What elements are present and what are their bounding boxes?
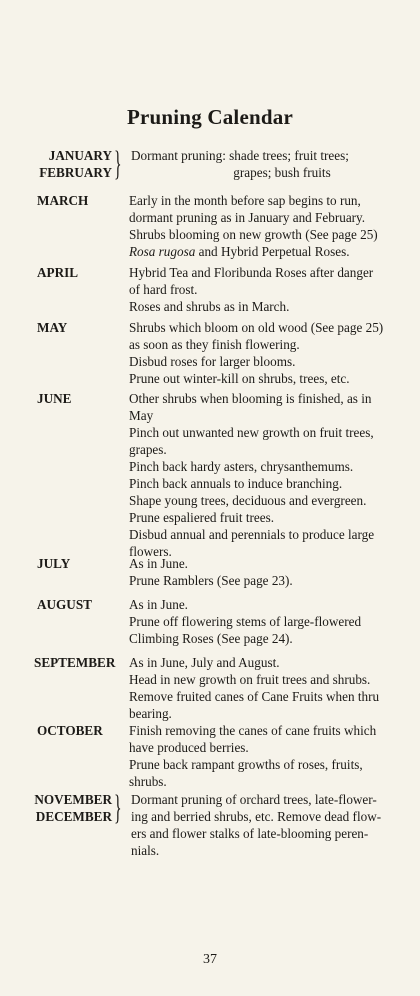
desc-line: May bbox=[129, 408, 154, 423]
desc-line: Dormant pruning: shade trees; fruit trees; bbox=[131, 148, 349, 163]
desc-line: Pinch back annuals to induce branching. bbox=[129, 476, 343, 491]
desc-line: Head in new growth on fruit trees and shrubs. bbox=[129, 672, 371, 687]
desc-text: and Hybrid Perpetual Roses. bbox=[195, 244, 350, 259]
desc-line: Climbing Roses (See page 24). bbox=[129, 631, 293, 646]
italic-species: Rosa rugosa bbox=[129, 244, 196, 259]
month-september: SEPTEMBER bbox=[34, 655, 116, 670]
desc-line: flowers. bbox=[129, 544, 172, 559]
desc-line: Other shrubs when blooming is finished, as in bbox=[129, 391, 372, 406]
desc-line: Prune Ramblers (See page 23). bbox=[129, 573, 293, 588]
month-march: MARCH bbox=[37, 193, 89, 208]
desc-nov-dec bbox=[131, 791, 393, 859]
desc-line: As in June. bbox=[129, 556, 188, 571]
desc-line: Pinch back hardy asters, chrysanthemums. bbox=[129, 459, 354, 474]
desc-line: Prune back rampant growths of roses, fruits, bbox=[129, 757, 363, 772]
desc-october bbox=[129, 722, 391, 790]
desc-september bbox=[129, 654, 391, 722]
desc-line: grapes; bush fruits bbox=[233, 165, 331, 180]
month-february: FEBRUARY bbox=[39, 165, 112, 180]
month-may: MAY bbox=[37, 320, 68, 335]
desc-line: Disbud roses for larger blooms. bbox=[129, 354, 296, 369]
desc-line: Pinch out unwanted new growth on fruit trees, bbox=[129, 425, 374, 440]
desc-line: Early in the month before sap begins to run, bbox=[129, 193, 361, 208]
desc-line: Prune out winter-kill on shrubs, trees, etc. bbox=[129, 371, 350, 386]
desc-june bbox=[129, 390, 391, 560]
desc-line bbox=[129, 243, 391, 260]
desc-line: As in June, July and August. bbox=[129, 655, 280, 670]
desc-line: dormant pruning as in January and February. bbox=[129, 210, 366, 225]
month-june: JUNE bbox=[37, 391, 72, 406]
month-january: JANUARY bbox=[48, 148, 112, 163]
desc-line: bearing. bbox=[129, 706, 172, 721]
desc-line: Roses and shrubs as in March. bbox=[129, 299, 290, 314]
desc-line: Dormant pruning of orchard trees, late-flower- bbox=[131, 792, 377, 807]
desc-line: Disbud annual and perennials to produce large bbox=[129, 527, 375, 542]
desc-line: Prune espaliered fruit trees. bbox=[129, 510, 275, 525]
month-december: DECEMBER bbox=[35, 809, 112, 824]
brace-icon: } bbox=[114, 144, 122, 183]
desc-august bbox=[129, 596, 391, 647]
desc-line: of hard frost. bbox=[129, 282, 198, 297]
desc-line: have produced berries. bbox=[129, 740, 249, 755]
desc-line: nials. bbox=[131, 843, 160, 858]
month-november: NOVEMBER bbox=[34, 792, 112, 807]
desc-july bbox=[129, 555, 391, 589]
desc-jan-feb bbox=[131, 147, 393, 181]
month-august: AUGUST bbox=[37, 597, 92, 612]
month-october: OCTOBER bbox=[37, 723, 103, 738]
desc-line: Remove fruited canes of Cane Fruits when thru bbox=[129, 689, 380, 704]
desc-line: shrubs. bbox=[129, 774, 167, 789]
page-number: 37 bbox=[203, 952, 217, 967]
month-july: JULY bbox=[37, 556, 71, 571]
desc-line: Prune off flowering stems of large-flowered bbox=[129, 614, 362, 629]
desc-line: As in June. bbox=[129, 597, 188, 612]
desc-march bbox=[129, 192, 391, 260]
desc-may bbox=[129, 319, 391, 387]
page-title: Pruning Calendar bbox=[127, 105, 293, 129]
desc-line: ers and flower stalks of late-blooming peren- bbox=[131, 826, 369, 841]
desc-line: Shape young trees, deciduous and evergreen. bbox=[129, 493, 367, 508]
month-pair-jan-feb bbox=[37, 147, 112, 181]
month-april: APRIL bbox=[37, 265, 79, 280]
desc-line: Finish removing the canes of cane fruits which bbox=[129, 723, 377, 738]
desc-line: Hybrid Tea and Floribunda Roses after danger bbox=[129, 265, 374, 280]
desc-april bbox=[129, 264, 391, 315]
desc-line: as soon as they finish flowering. bbox=[129, 337, 300, 352]
brace-icon: } bbox=[114, 788, 122, 827]
desc-line: Shrubs blooming on new growth (See page 25) bbox=[129, 227, 378, 242]
desc-line: Shrubs which bloom on old wood (See page 25) bbox=[129, 320, 384, 335]
desc-line: grapes. bbox=[129, 442, 167, 457]
desc-line: ing and berried shrubs, etc. Remove dead flow- bbox=[131, 809, 382, 824]
month-pair-nov-dec bbox=[32, 791, 112, 825]
